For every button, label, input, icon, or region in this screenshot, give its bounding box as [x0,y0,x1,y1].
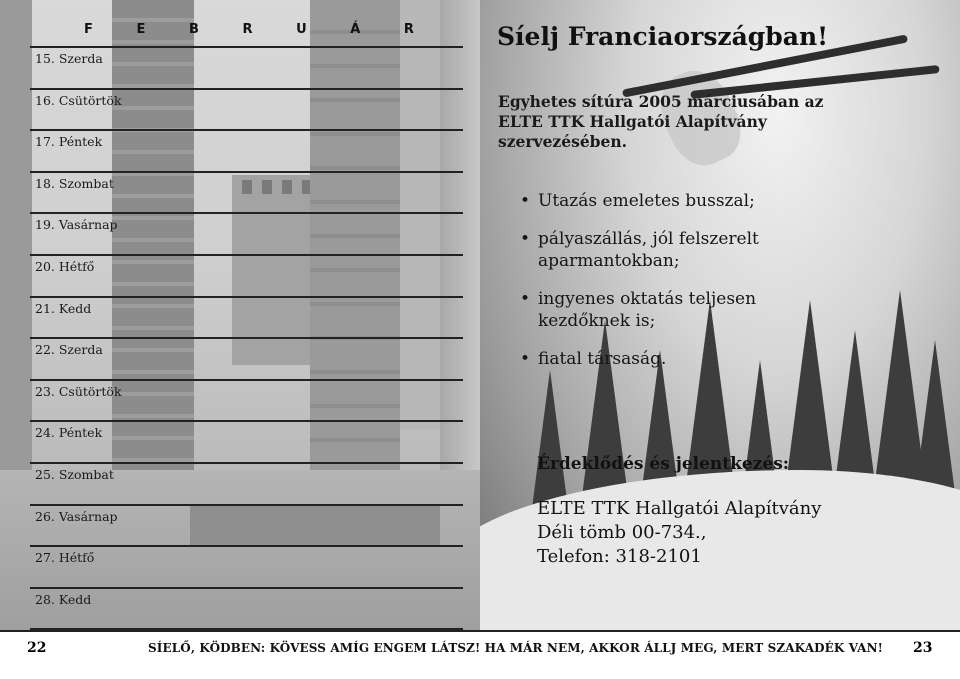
day-label: 26. Vasárnap [35,508,118,524]
page-number-right: 23 [913,640,933,656]
day-label: 24. Péntek [35,425,103,441]
ad-intro: Egyhetes sítúra 2005 márciusában az ELTE TTK Hallgatói Alapítvány szervezésében. [498,92,824,151]
day-label: 25. Szombat [35,466,114,482]
month-letter: R [242,22,253,37]
calendar-day-row [30,420,463,462]
feature-item: • fiatal társaság. [520,348,820,370]
calendar-day-row [30,46,463,88]
feature-list [520,190,820,386]
footer-motto: SÍELŐ, KÖDBEN: KÖVESS AMÍG ENGEM LÁTSZ! HA MÁR NEM, AKKOR ÁLLJ MEG, MERT SZAKADÉK VAN! [148,641,884,655]
feature-item: • ingyenes oktatás teljesen kezdőknek is; [520,288,820,332]
month-heading [84,22,414,37]
day-label: 15. Szerda [35,51,103,66]
month-letter: U [296,22,307,37]
calendar-day-row [30,379,463,421]
calendar-day-row [30,171,463,213]
calendar-day-row [30,337,463,379]
month-letter: Á [350,22,361,37]
day-label: 17. Péntek [35,134,103,150]
day-label: 23. Csütörtök [35,383,122,399]
feature-item: • Utazás emeletes busszal; [520,190,820,212]
day-label: 20. Hétfő [35,258,95,274]
day-label: 28. Kedd [35,591,92,607]
contact-phone: Telefon: 318-2101 [537,546,702,567]
month-letter: B [188,22,199,37]
calendar-day-row [30,88,463,130]
calendar-day-row [30,587,463,631]
calendar-day-row [30,129,463,171]
calendar-day-row [30,462,463,504]
calendar-day-row [30,504,463,546]
month-letter: R [403,22,414,37]
calendar-day-row [30,545,463,587]
month-letter: F [84,22,93,37]
day-label: 22. Szerda [35,342,103,358]
calendar-day-row [30,254,463,296]
contact-organization: ELTE TTK Hallgatói Alapítvány [537,498,822,519]
day-label: 21. Kedd [35,300,92,316]
month-letter: E [136,22,146,37]
contact-room: Déli tömb 00-734., [537,522,707,543]
page-number-left: 22 [27,640,47,656]
day-label: 16. Csütörtök [35,92,122,108]
day-label: 27. Hétfő [35,550,95,566]
calendar-day-row [30,296,463,338]
ad-title: Síelj Franciaországban! [497,22,829,51]
calendar-days [30,46,463,630]
day-label: 18. Szombat [35,175,114,191]
calendar-day-row [30,212,463,254]
feature-item: • pályaszállás, jól felszerelt aparmantokban; [520,228,820,272]
contact-heading: Érdeklődés és jelentkezés: [537,454,790,474]
contact-info [537,497,821,569]
day-label: 19. Vasárnap [35,217,118,233]
